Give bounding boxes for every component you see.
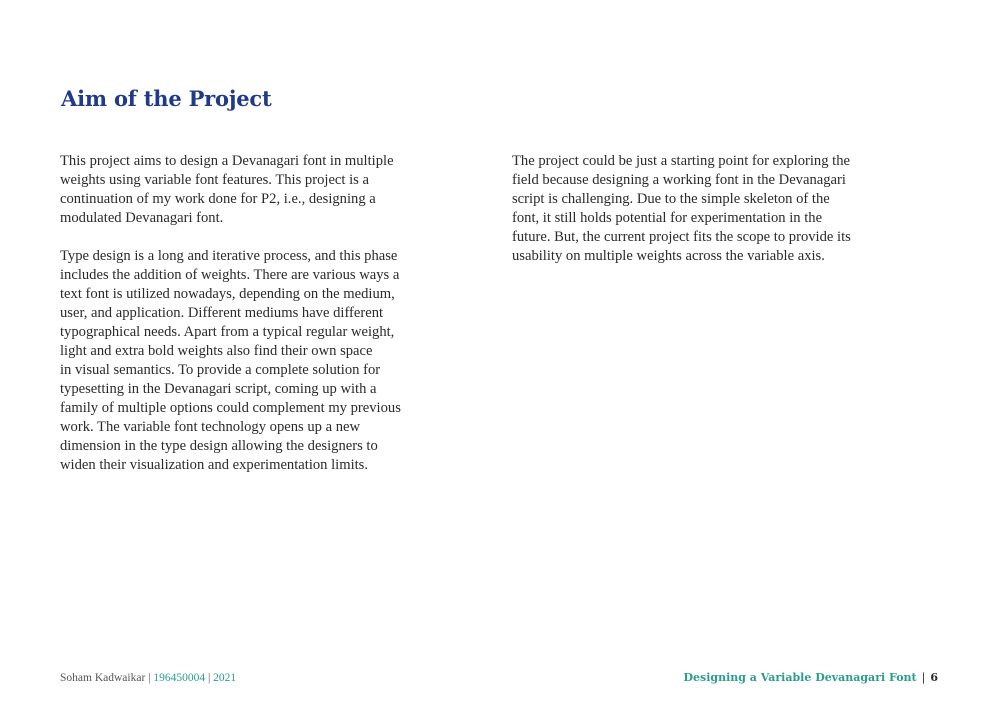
text-line: includes the addition of weights. There are various ways a — [60, 267, 400, 283]
text-line: typographical needs. Apart from a typical regular weight, — [60, 324, 395, 340]
footer-separator: | — [921, 671, 926, 684]
page-title: Aim of the Project — [61, 86, 272, 111]
text-line: continuation of my work done for P2, i.e., designing a — [60, 191, 376, 207]
text-line: light and extra bold weights also find their own space — [60, 343, 373, 359]
right-paragraph-1 — [512, 152, 874, 266]
text-line: script is challenging. Due to the simple skeleton of the — [512, 191, 830, 207]
text-line: future. But, the current project fits the scope to provide its — [512, 229, 851, 245]
text-line: modulated Devanagari font. — [60, 210, 224, 226]
text-line: The project could be just a starting point for exploring the — [512, 153, 851, 169]
footer-author-info — [60, 670, 236, 686]
left-paragraph-2 — [60, 247, 432, 475]
text-line: family of multiple options could complement my previous — [60, 400, 401, 416]
text-line: user, and application. Different mediums have different — [60, 305, 384, 321]
document-title: Designing a Variable Devanagari Font — [683, 671, 917, 684]
left-column — [60, 152, 432, 494]
roll-number: 196450004 — [153, 672, 206, 684]
text-line: Type design is a long and iterative process, and this phase — [60, 248, 398, 264]
text-line: widen their visualization and experimentation limits. — [60, 457, 369, 473]
page-number: 6 — [930, 671, 938, 684]
text-line: text font is utilized nowadays, depending on the medium, — [60, 286, 395, 302]
text-line: font, it still holds potential for experimentation in the — [512, 210, 823, 226]
text-line: usability on multiple weights across the variable axis. — [512, 248, 825, 264]
text-line: This project aims to design a Devanagari font in multiple — [60, 153, 394, 169]
right-column — [512, 152, 874, 285]
author-name: Soham Kadwaikar — [60, 672, 146, 684]
text-line: field because designing a working font in the Devanagari — [512, 172, 846, 188]
footer-document-info — [683, 670, 938, 686]
text-line: work. The variable font technology opens up a new — [60, 419, 361, 435]
text-line: weights using variable font features. This project is a — [60, 172, 369, 188]
footer-separator: | — [207, 672, 211, 684]
footer-separator: | — [148, 672, 151, 684]
text-line: typesetting in the Devanagari script, coming up with a — [60, 381, 377, 397]
text-line: dimension in the type design allowing the designers to — [60, 438, 378, 454]
footer-year: 2021 — [213, 672, 237, 684]
left-paragraph-1 — [60, 152, 432, 228]
text-line: in visual semantics. To provide a complete solution for — [60, 362, 381, 378]
